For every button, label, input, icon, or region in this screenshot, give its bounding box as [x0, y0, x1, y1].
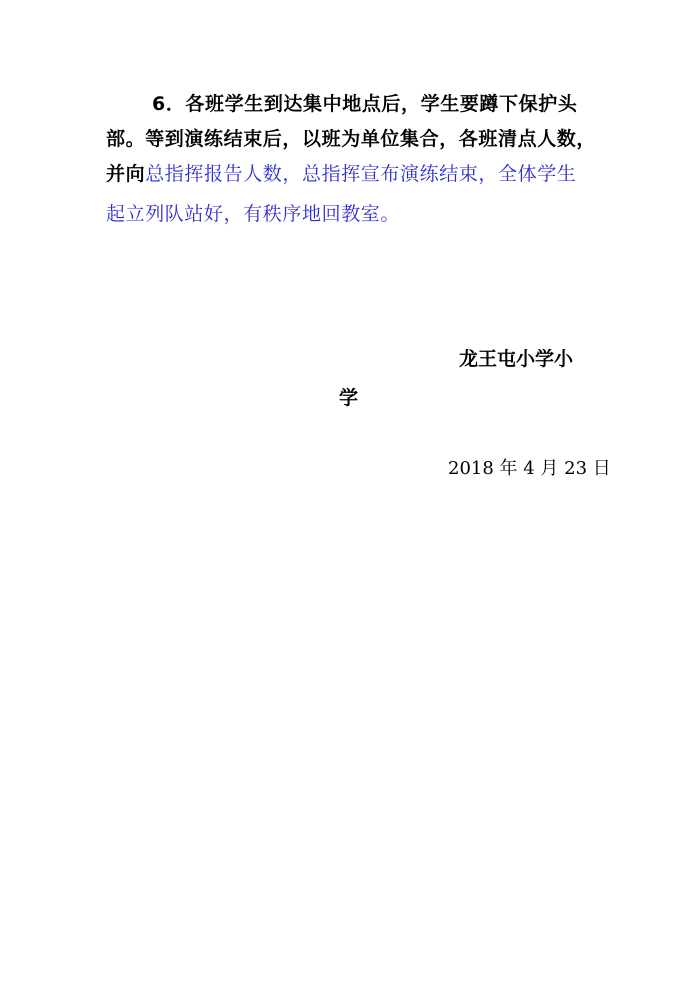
- paragraph-line-3-black: 并向: [106, 163, 146, 185]
- paragraph-line-1: 6．各班学生到达集中地点后，学生要蹲下保护头: [152, 93, 578, 115]
- signature-org-line-1: 龙王屯小学小: [459, 348, 574, 370]
- paragraph-line-3-blue: 总指挥报告人数，总指挥宣布演练结束，全体学生: [145, 163, 577, 185]
- paragraph-line-2: 部。等到演练结束后，以班为单位集合，各班清点人数，: [106, 128, 597, 150]
- paragraph-line-4: 起立列队站好，有秩序地回教室。: [106, 203, 401, 225]
- signature-org-line-2: 学: [339, 387, 359, 409]
- paragraph-line-3: [106, 162, 576, 186]
- signature-date: 2018 年 4 月 23 日: [448, 458, 611, 479]
